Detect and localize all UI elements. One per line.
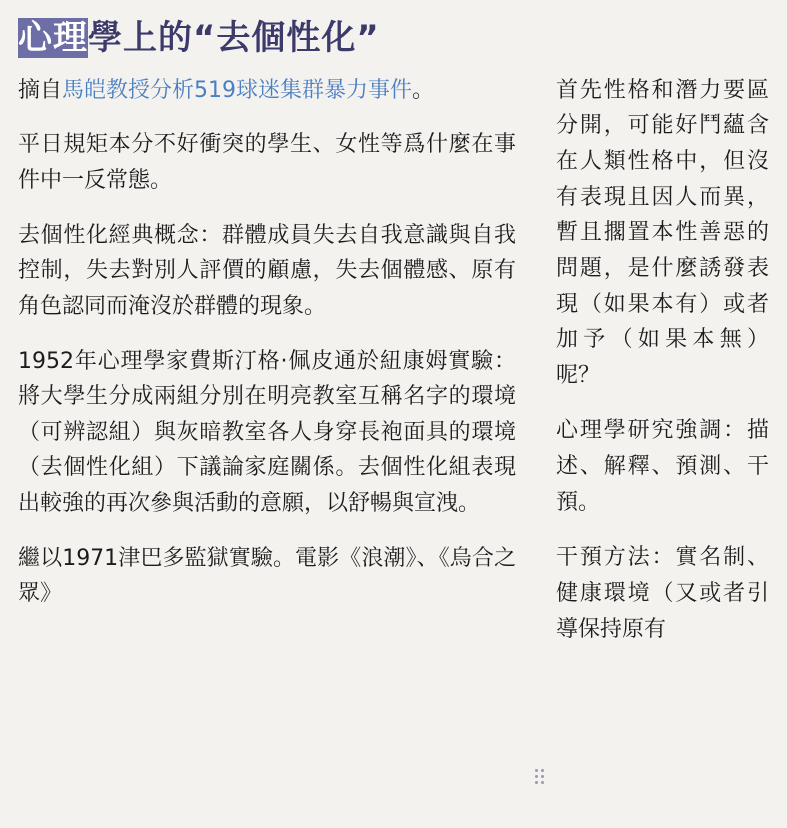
paragraph: 1952年心理學家費斯汀格·佩皮通於紐康姆實驗：將大學生分成兩組分別在明亮教室互稱名字的環境（可辨認組）與灰暗教室各人身穿長袍面具的環境（去個性化組）下議論家庭關係。去個性化組表現出較強的再次參與活動的意願，以舒暢與宣洩。 [18,348,516,517]
source-attribution [18,73,516,109]
title-rest-text: 學上的“去個性化” [88,18,380,58]
source-suffix: 。 [412,77,435,103]
columns-container [18,73,769,813]
dot [541,769,544,772]
dot [541,775,544,778]
paragraph: 心理學研究強調：描述、解釋、預測、干預。 [556,418,769,515]
dot [535,781,538,784]
dot [535,775,538,778]
left-column [18,73,528,631]
dot [541,781,544,784]
paragraph: 干預方法：實名制、健康環境（又或者引導保持原有 [556,545,769,642]
paragraph: 去個性化經典概念：群體成員失去自我意識與自我控制，失去對別人評價的顧慮，失去個體感、原有角色認同而淹沒於群體的現象。 [18,222,516,319]
title-selected-text: 心理 [18,18,88,58]
dot [535,769,538,772]
paragraph: 首先性格和潛力要區分開，可能好鬥蘊含在人類性格中，但沒有表現且因人而異，暫且擱置本性善惡的問題，是什麼誘發表現（如果本有）或者加予（如果本無）呢？ [556,77,769,388]
source-link[interactable]: 馬皑教授分析519球迷集群暴力事件 [62,77,413,103]
page-title [18,18,769,59]
paragraph: 繼以1971津巴多監獄實驗。電影《浪潮》、《烏合之眾》 [18,545,516,607]
paragraph: 平日規矩本分不好衝突的學生、女性等爲什麼在事件中一反常態。 [18,132,516,194]
right-column [554,73,769,667]
column-gutter [528,73,554,813]
drag-handle-icon[interactable] [535,769,545,785]
source-prefix: 摘自 [18,77,63,103]
